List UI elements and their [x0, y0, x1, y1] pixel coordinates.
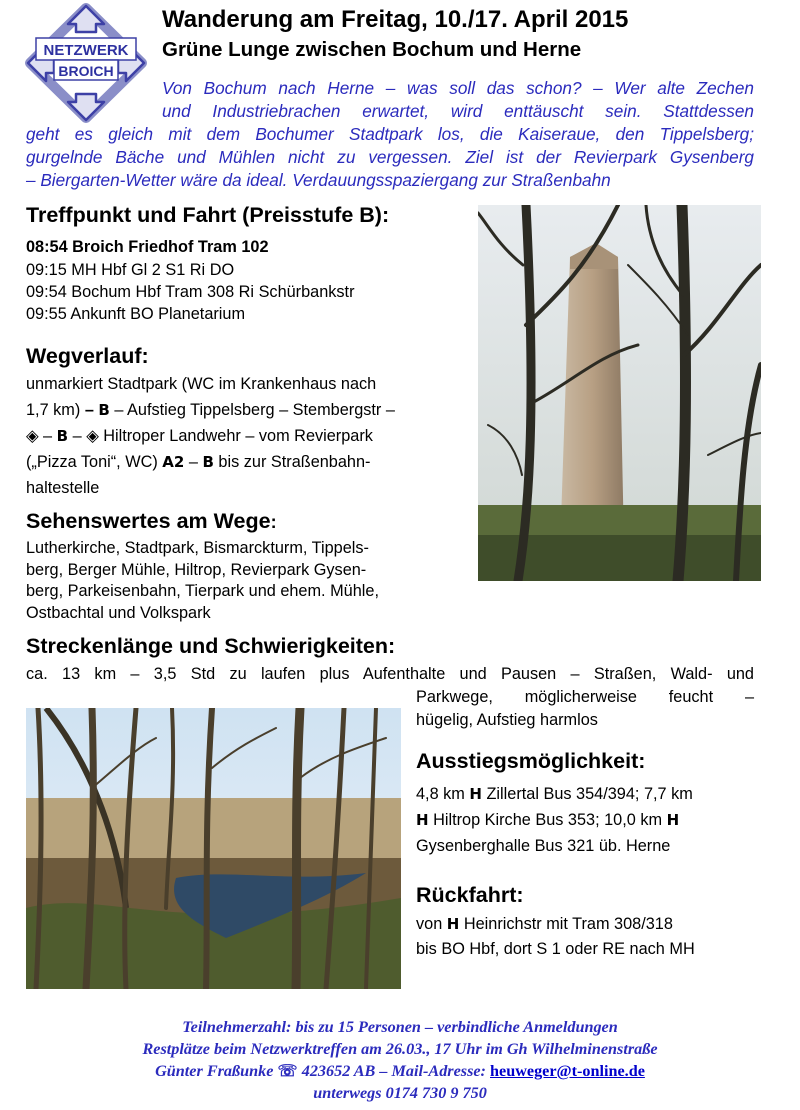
route-line [26, 397, 395, 423]
stop-symbol: H [446, 915, 460, 933]
intro-line: geht es gleich mit dem Bochumer Stadtpark los, die Kaiseraue, den Tippelsberg; [26, 124, 754, 144]
exit-text: 4,8 km [416, 785, 470, 803]
footer-contact [0, 1060, 800, 1082]
sights-line: berg, Berger Mühle, Hiltrop, Revierpark Gysen- [26, 560, 367, 579]
schedule-line: 09:55 Ankunft BO Planetarium [26, 305, 246, 323]
route-dash: – [68, 427, 87, 445]
page-title: Wanderung am Freitag, 10./17. April 2015 [162, 6, 629, 33]
exit-line [416, 807, 679, 833]
route-line: unmarkiert Stadtpark (WC im Krankenhaus nach [26, 375, 377, 393]
logo-text-broich: BROICH [58, 63, 114, 79]
section-heading-ausstieg: Ausstiegsmöglichkeit: [416, 749, 646, 773]
email-link[interactable]: heuweger@t-online.de [490, 1062, 645, 1080]
section-heading-sehenswertes [26, 509, 277, 534]
page-subtitle: Grüne Lunge zwischen Bochum und Herne [162, 38, 582, 61]
distance-line: Parkwege, möglicherweise feucht – [416, 688, 754, 706]
return-text: Heinrichstr mit Tram 308/318 [459, 915, 673, 933]
schedule-line: 09:15 MH Hbf Gl 2 S1 Ri DO [26, 261, 235, 279]
bismarckturm-photo [478, 205, 761, 581]
bus-symbol: B [202, 453, 214, 471]
sehenswertes-colon: : [270, 512, 277, 532]
schedule-line: 09:54 Bochum Hbf Tram 308 Ri Schürbankstr [26, 283, 355, 301]
return-line [416, 911, 673, 937]
exit-line [416, 781, 693, 807]
intro-line: gurgelnde Bäche und Mühlen nicht zu vergessen. Ziel ist der Revierpark Gysenberg [26, 147, 754, 167]
sights-line: Lutherkirche, Stadtpark, Bismarckturm, Tippels- [26, 539, 369, 557]
schedule-first-line: 08:54 Broich Friedhof Tram 102 [26, 238, 269, 256]
exit-line: Gysenberghalle Bus 321 üb. Herne [416, 837, 671, 855]
intro-line: und Industriebrachen erwartet, wird enttäuscht sein. Stattdessen [162, 101, 754, 121]
exit-text: Zillertal Bus 354/394; 7,7 km [481, 785, 693, 803]
footer-mobile: unterwegs 0174 730 9 750 [313, 1084, 487, 1102]
sehenswertes-title: Sehenswertes am Wege [26, 509, 271, 533]
bus-symbol: B [56, 427, 69, 445]
section-heading-wegverlauf: Wegverlauf: [26, 344, 149, 368]
route-code-a2: A2 [162, 453, 185, 471]
route-text: 1,7 km) [26, 401, 81, 419]
logo-text-netzwerk: NETZWERK [43, 42, 129, 59]
route-text: Hiltroper Landwehr – vom Revierpark [98, 427, 373, 445]
sights-line: berg, Parkeisenbahn, Tierpark und ehem. Mühle, [26, 582, 379, 600]
route-text: bis zur Straßenbahn- [213, 453, 371, 471]
intro-line: – Biergarten-Wetter wäre da ideal. Verdauungsspaziergang zur Straßenbahn [26, 170, 611, 190]
phone-icon: ☏ [277, 1062, 298, 1080]
return-line: bis BO Hbf, dort S 1 oder RE nach MH [416, 940, 695, 958]
stop-symbol: H [469, 785, 482, 803]
route-line [26, 449, 370, 475]
marker-symbol-icon: ◈ [26, 427, 39, 445]
footer-participants: Teilnehmerzahl: bis zu 15 Personen – verbindliche Anmeldungen [182, 1018, 618, 1036]
section-heading-rueckfahrt: Rückfahrt: [416, 883, 524, 907]
route-line: haltestelle [26, 479, 100, 497]
route-line [26, 423, 373, 449]
route-dash: – [80, 401, 99, 419]
intro-line: Von Bochum nach Herne – was soll das schon? – Wer alte Zechen [162, 78, 754, 98]
creek-forest-photo [26, 708, 401, 989]
return-text: von [416, 915, 447, 933]
sights-list [26, 538, 379, 624]
footer-contact-name: Günter Fraßunke [155, 1062, 278, 1080]
distance-line: hügelig, Aufstieg harmlos [416, 711, 598, 729]
stop-symbol: H [666, 811, 680, 829]
footer-contact-phone: 423652 AB – Mail-Adresse: [297, 1062, 490, 1080]
stop-symbol: H [416, 811, 429, 829]
exit-text: Hiltrop Kirche Bus 353; 10,0 km [428, 811, 667, 829]
bus-symbol: B [98, 401, 110, 419]
distance-line: ca. 13 km – 3,5 Std zu laufen plus Aufenthalte und Pausen – Straßen, Wald- und [26, 665, 754, 683]
route-text: („Pizza Toni“, WC) [26, 453, 163, 471]
footer-remaining-spots: Restplätze beim Netzwerktreffen am 26.03., 17 Uhr im Gh Wilhelminenstraße [142, 1040, 658, 1058]
section-heading-strecke: Streckenlänge und Schwierigkeiten: [26, 634, 396, 658]
section-heading-treffpunkt: Treffpunkt und Fahrt (Preisstufe B): [26, 203, 390, 227]
route-dash: – [38, 427, 57, 445]
sights-line: Ostbachtal und Volkspark [26, 603, 211, 622]
route-dash: – [184, 453, 203, 471]
marker-symbol-icon: ◈ [86, 427, 99, 445]
route-text: – Aufstieg Tippelsberg – Stembergstr – [109, 401, 395, 419]
netzwerk-broich-logo [24, 2, 148, 124]
